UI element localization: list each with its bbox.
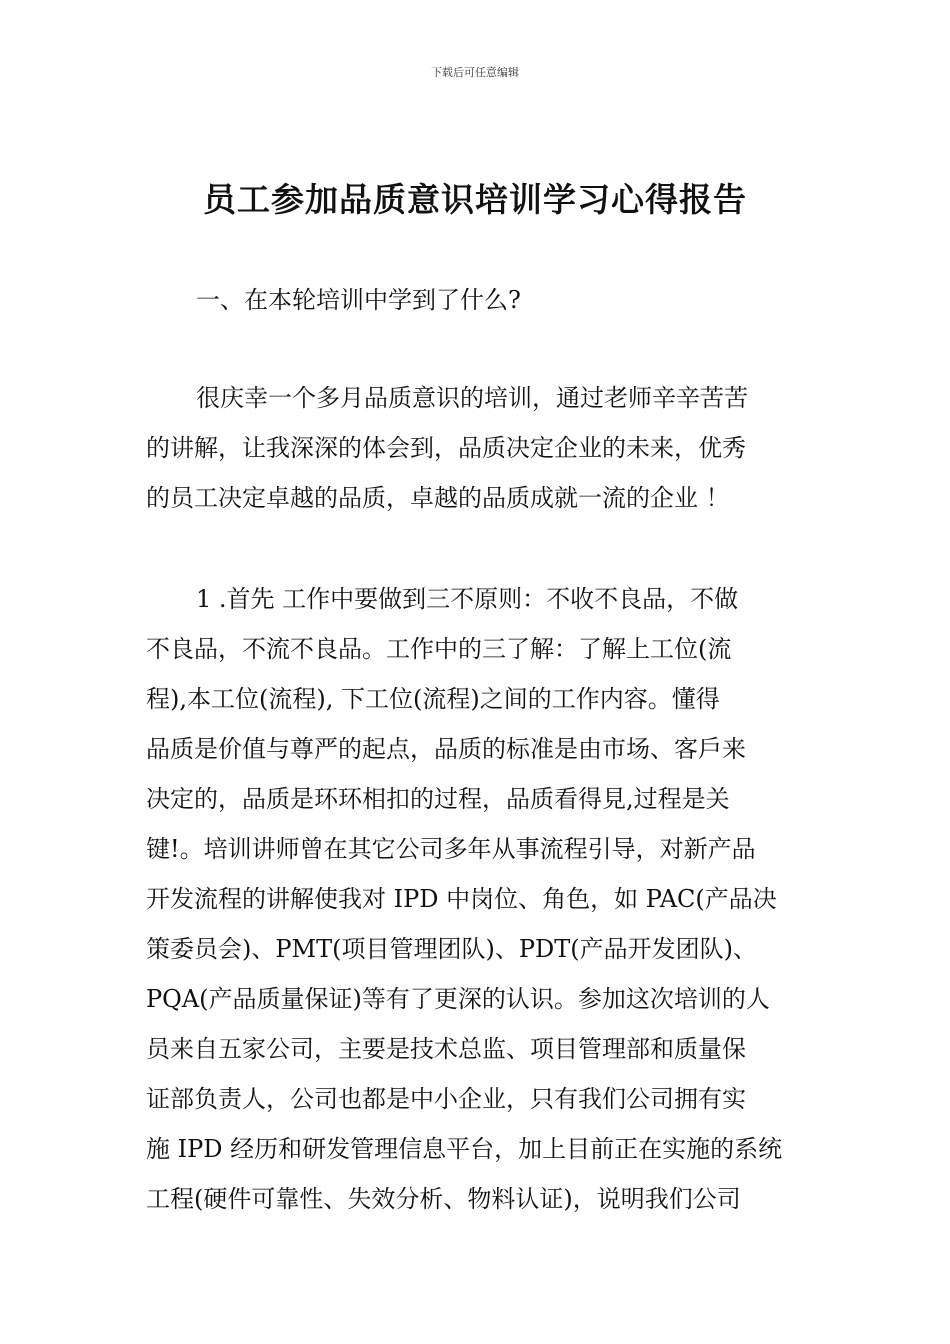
paragraph-line: 品质是价值与尊严的起点，品质的标准是由市场、客戶来 [146,735,746,763]
paragraph-line: 键!。培训讲师曾在其它公司多年从事流程引导，对新产品 [146,835,756,863]
paragraph-line: 1 .首先 工作中要做到三不原则：不收不良品，不做 [196,585,739,613]
paragraph-line: 员来自五家公司，主要是技术总监、项目管理部和质量保 [146,1035,746,1063]
paragraph-line: 的讲解，让我深深的体会到，品质决定企业的未来，优秀 [146,434,746,462]
paragraph-line: 策委员会)、PMT(项目管理团队)、PDT(产品开发团队)、 [146,935,757,963]
paragraph-2 [146,574,818,1224]
paragraph-line: 很庆幸一个多月品质意识的培训，通过老师辛辛苦苦 [196,384,748,412]
paragraph-line: 工程(硬件可靠性、失效分析、物料认证)，说明我们公司 [146,1185,741,1213]
paragraph-line: 决定的，品质是环环相扣的过程，品质看得見,过程是关 [146,785,730,813]
header-note: 下载后可任意编辑 [431,66,519,79]
paragraph-line: 的员工决定卓越的品质，卓越的品质成就一流的企业 ！ [146,484,730,512]
paragraph-line: 证部负责人，公司也都是中小企业，只有我们公司拥有实 [146,1085,746,1113]
document-title: 员工参加品质意识培训学习心得报告 [203,180,747,219]
paragraph-line: 施 IPD 经历和研发管理信息平台，加上目前正在实施的系统 [146,1135,783,1163]
paragraph-line: 开发流程的讲解使我对 IPD 中岗位、角色，如 PAC(产品决 [146,885,777,913]
section-heading: 一、在本轮培训中学到了什么? [196,286,521,314]
paragraph-line: 不良品，不流不良品。工作中的三了解：了解上工位(流 [146,635,732,663]
paragraph-line: PQA(产品质量保证)等有了更深的认识。参加这次培训的人 [146,985,770,1013]
paragraph-1 [146,373,818,523]
paragraph-line: 程),本工位(流程), 下工位(流程)之间的工作内容。懂得 [146,685,720,713]
